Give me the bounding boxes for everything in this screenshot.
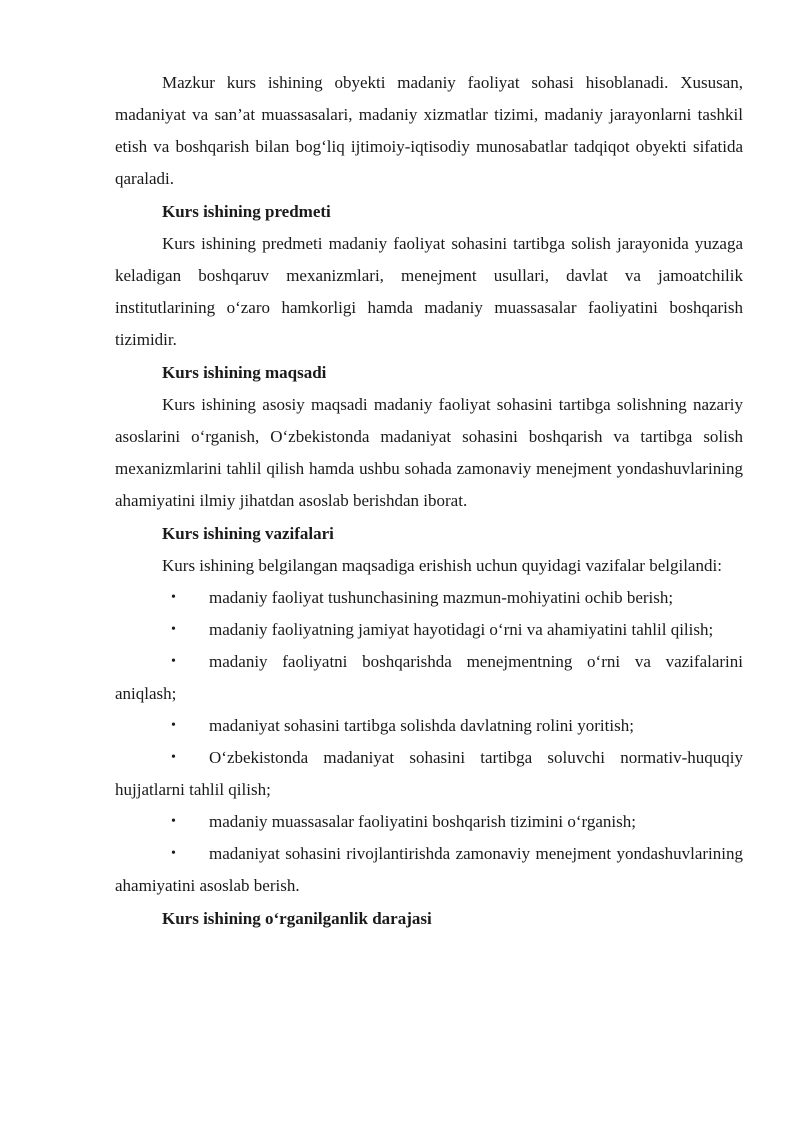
section-heading-maqsad: Kurs ishining maqsadi [162,363,327,382]
bullet-icon: • [171,814,176,829]
list-item [115,614,743,646]
list-item [115,582,743,614]
list-item [115,742,743,806]
list-item-text: madaniyat sohasini rivojlantirishda zamonaviy menejment yondashuvlarining ahamiyatini asoslab berish. [115,844,743,895]
bullet-icon: • [171,846,176,861]
intro-paragraph: Mazkur kurs ishining obyekti madaniy faoliyat sohasi hisoblanadi. Xususan, madaniyat va san’at muassasalari, madaniy xizmatlar tizimi, madaniy jarayonlarni tashkil etish va boshqarish bilan bog‘liq ijtimoiy-iqtisodiy munosabatlar tadqiqot obyekti sifatida qaraladi. [115,73,743,188]
vazifalar-list [115,582,743,902]
list-item-text: madaniy faoliyat tushunchasining mazmun-mohiyatini ochib berish; [209,588,674,607]
bullet-icon: • [171,654,176,669]
section-heading-organilganlik: Kurs ishining o‘rganilganlik darajasi [162,909,432,928]
predmet-paragraph: Kurs ishining predmeti madaniy faoliyat sohasini tartibga solish jarayonida yuzaga keladigan boshqaruv mexanizmlari, menejment usullari, davlat va jamoatchilik institutlarining o‘zaro hamkorligi hamda madaniy muassasalar faoliyatini boshqarish tizimidir. [115,234,743,349]
bullet-icon: • [171,622,176,637]
list-item-text: madaniy faoliyatni boshqarishda menejmentning o‘rni va vazifalarini aniqlash; [115,652,743,703]
list-item [115,646,743,710]
bullet-icon: • [171,590,176,605]
list-item-text: madaniy faoliyatning jamiyat hayotidagi o‘rni va ahamiyatini tahlil qilish; [209,620,714,639]
list-item-text: madaniy muassasalar faoliyatini boshqarish tizimini o‘rganish; [209,812,636,831]
bullet-icon: • [171,750,176,765]
list-item [115,710,743,742]
maqsad-paragraph: Kurs ishining asosiy maqsadi madaniy faoliyat sohasini tartibga solishning nazariy asoslarini o‘rganish, O‘zbekistonda madaniyat sohasini boshqarish va tartibga solish mexanizmlarini tahlil qilish hamda ushbu sohada zamonaviy menejment yondashuvlarining ahamiyatini ilmiy jihatdan asoslab berishdan iborat. [115,395,743,510]
list-item-text: madaniyat sohasini tartibga solishda davlatning rolini yoritish; [209,716,634,735]
list-item-text: O‘zbekistonda madaniyat sohasini tartibga soluvchi normativ-huquqiy hujjatlarni tahlil qilish; [115,748,743,799]
vazifalar-paragraph: Kurs ishining belgilangan maqsadiga erishish uchun quyidagi vazifalar belgilandi: [162,556,722,575]
section-heading-predmet: Kurs ishining predmeti [162,202,331,221]
list-item [115,806,743,838]
bullet-icon: • [171,718,176,733]
section-heading-vazifalar: Kurs ishining vazifalari [162,524,334,543]
list-item [115,838,743,902]
